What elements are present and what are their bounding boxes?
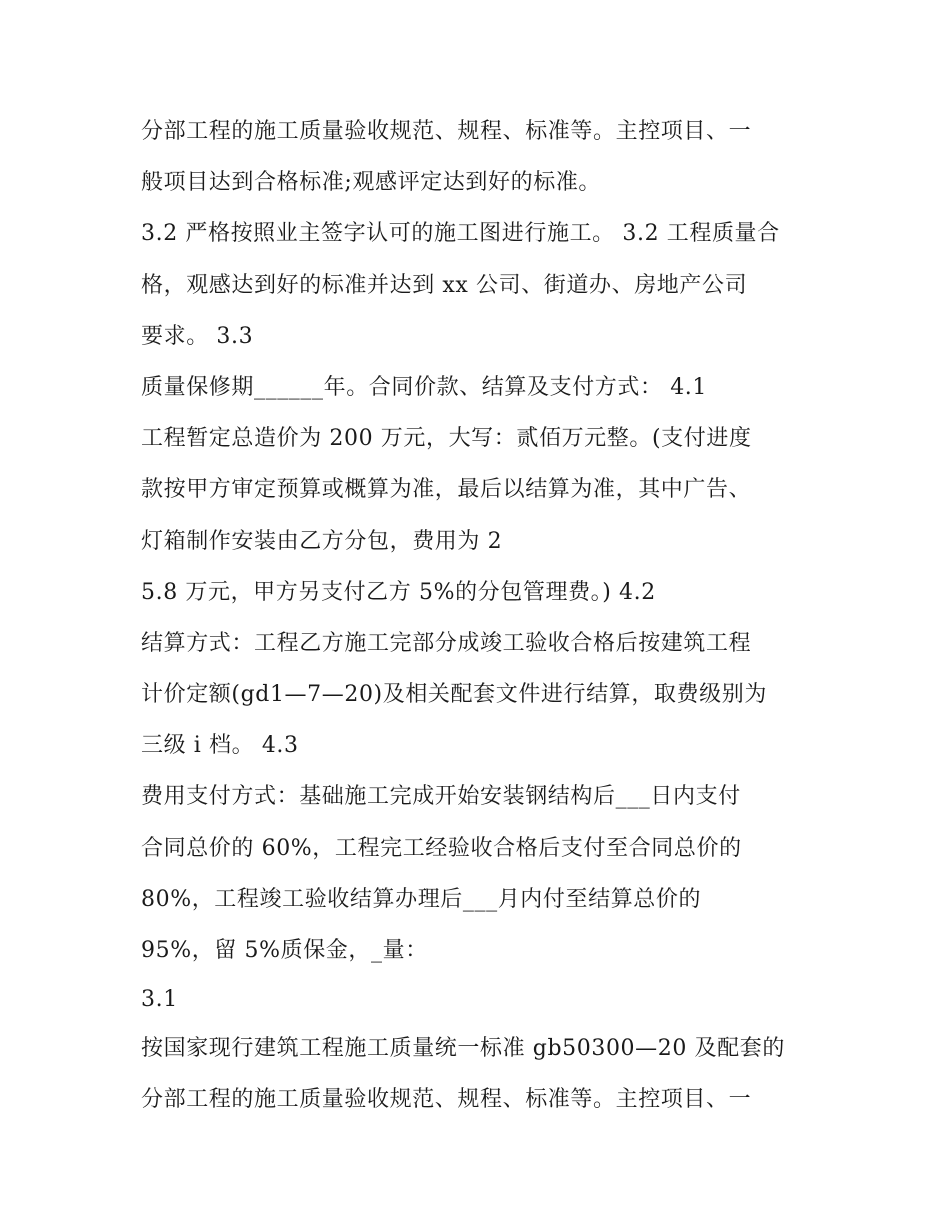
text-line: 95%，留 5%质保金，_量： xyxy=(141,938,428,963)
text-line: 分部工程的施工质量验收规范、规程、标准等。主控项目、一 xyxy=(141,1087,752,1113)
text-line: 3.2 严格按照业主签字认可的施工图进行施工。 3.2 工程质量合 xyxy=(141,221,780,247)
text-line: 结算方式：工程乙方施工完部分成竣工验收合格后按建筑工程 xyxy=(141,630,752,656)
text-line: 80%，工程竣工验收结算办理后___月内付至结算总价的 xyxy=(141,886,702,912)
text-line: 质量保修期______年。合同价款、结算及支付方式： 4.1 xyxy=(141,374,707,400)
text-line: 工程暂定总造价为 200 万元，大写：贰佰万元整。(支付进度 xyxy=(141,426,752,452)
text-line: 格，观感达到好的标准并达到 xx 公司、街道办、房地产公司 xyxy=(141,272,748,298)
contract-text-block xyxy=(141,106,831,1126)
text-line: 款按甲方审定预算或概算为准，最后以结算为准，其中广告、 xyxy=(141,477,752,503)
text-line: 费用支付方式：基础施工完成开始安装钢结构后___日内支付 xyxy=(141,784,741,810)
text-line: 分部工程的施工质量验收规范、规程、标准等。主控项目、一 xyxy=(141,119,752,144)
text-line: 灯箱制作安装由乙方分包，费用为 2 xyxy=(141,528,503,554)
text-line: 合同总价的 60%，工程完工经验收合格后支付至合同总价的 xyxy=(141,835,742,861)
text-line: 5.8 万元，甲方另支付乙方 5%的分包管理费。) 4.2 xyxy=(141,579,656,605)
text-line: 般项目达到合格标准;观感评定达到好的标准。 xyxy=(141,170,602,196)
text-line: 计价定额(gd1—7—20)及相关配套文件进行结算，取费级别为 xyxy=(141,682,767,708)
text-line: 3.1 xyxy=(141,987,178,1013)
text-line: 三级 i 档。 4.3 xyxy=(141,733,299,759)
text-line: 按国家现行建筑工程施工质量统一标准 gb50300—20 及配套的 xyxy=(141,1036,785,1062)
text-line: 要求。 3.3 xyxy=(141,323,254,349)
